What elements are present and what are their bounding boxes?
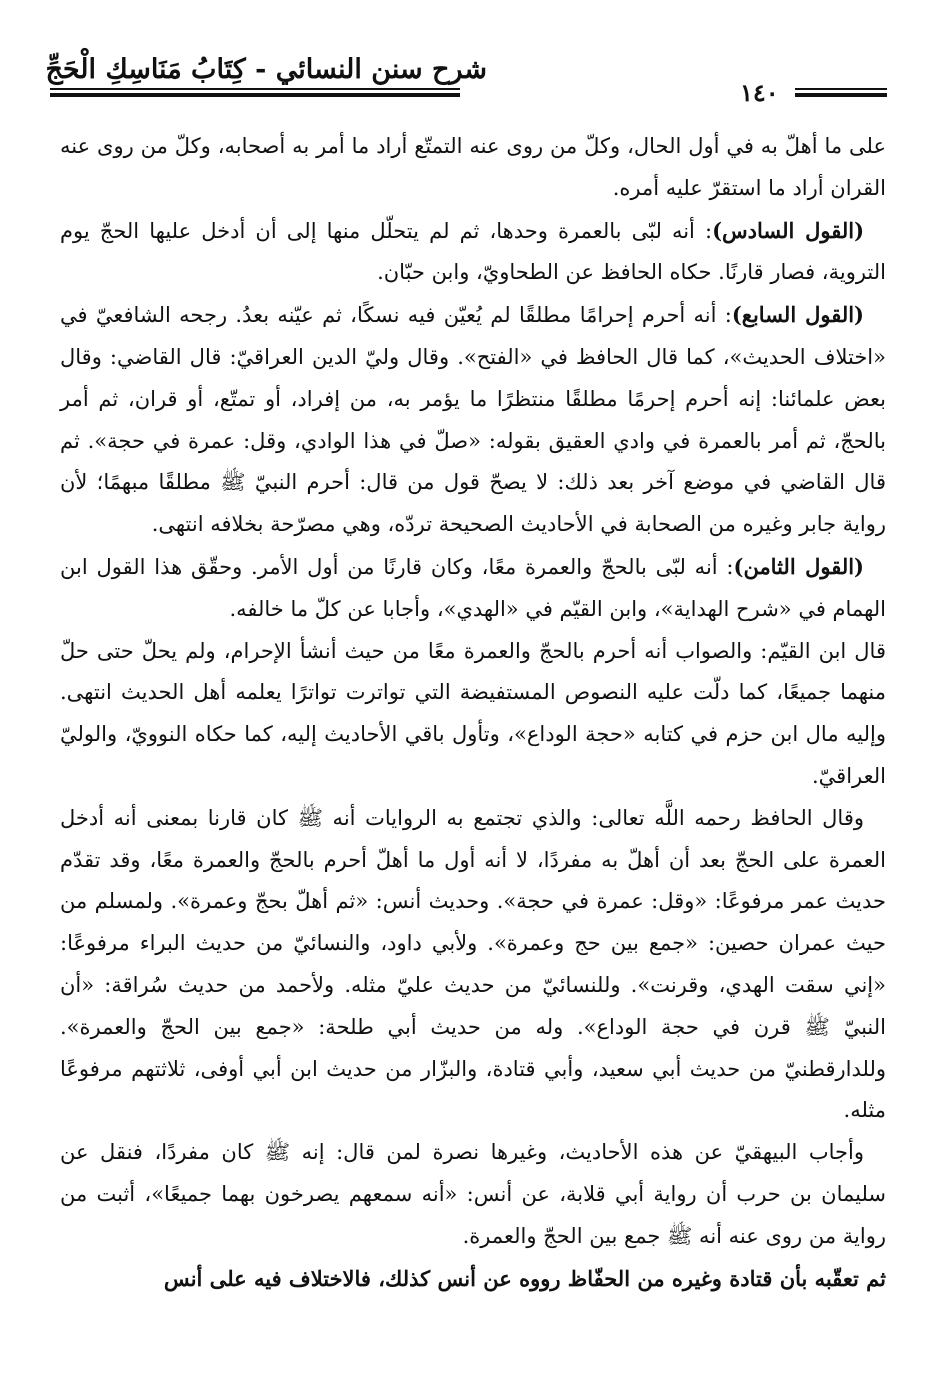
page-number-rule-thick	[795, 93, 887, 97]
paragraph-text: قال ابن القيّم: والصواب أنه أحرم بالحجّ والعمرة معًا من حيث أنشأ الإحرام، ولم يحلّ حتى حلّ منهما جميعًا، كما دلّت عليه النصوص المستفيضة التي تواترت تواترًا يعلمه أهل الحديث انتهى. وإليه مال ابن حزم في كتابه «حجة الوداع»، وتأول باقي الأحاديث إليه، كما حكاه النوويّ، والوليّ العراقيّ.	[60, 638, 886, 788]
paragraph-7	[60, 1132, 886, 1257]
paragraph-text: وقال الحافظ رحمه اللَّه تعالى: والذي تجتمع به الروايات أنه ﷺ كان قارنا بمعنى أنه أدخل العمرة على الحجّ بعد أن أهلّ به مفردًا، لا أنه أول ما أهلّ أحرم بالحجّ والعمرة معًا، وقد تقدّم حديث عمر مرفوعًا: «وقل: عمرة في حجة». وحديث أنس: «ثم أهلّ بحجّ وعمرة». ولمسلم من حيث عمران حصين: «جمع بين حج وعمرة». ولأبي داود، والنسائيّ من حديث البراء مرفوعًا: «إني سقت الهدي، وقرنت». وللنسائيّ من حديث عليّ مثله. ولأحمد من حديث سُراقة: «أن النبيّ ﷺ قرن في حجة الوداع». وله من حديث أبي طلحة: «جمع بين الحجّ والعمرة». وللدارقطنيّ من حديث أبي سعيد، وأبي قتادة، والبزّار من حديث ابن أبي أوفى، ثلاثتهم مرفوعًا مثله.	[60, 805, 886, 1123]
page-number-rule-thin	[795, 88, 887, 90]
running-title: شرح سنن النسائي - كِتَابُ مَنَاسِكِ الْحَجِّ	[45, 54, 487, 85]
paragraph-text: ثم تعقّبه بأن قتادة وغيره من الحفّاظ رووه عن أنس كذلك، فالاختلاف فيه على أنس	[163, 1265, 886, 1291]
paragraph-text: : أنه لبّى بالعمرة وحدها، ثم لم يتحلّل منها إلى أن أدخل عليها الحجّ يوم التروية، فصار قارنًا. حكاه الحافظ عن الطحاويّ، وابن حبّان.	[60, 218, 886, 285]
paragraph-text: : أنه أحرم إحرامًا مطلقًا لم يُعيّن فيه نسكًا، ثم عيّنه بعدُ. رجحه الشافعيّ في «اختلاف الحديث»، كما قال الحافظ في «الفتح». وقال وليّ الدين العراقيّ: قال القاضي: وقال بعض علمائنا: إنه أحرم إحرمًا مطلقًا منتظرًا ما يؤمر به، من إفراد، أو تمتّع، أو قران، ثم أمر بالحجّ، ثم أمر بالعمرة في وادي العقيق بقوله: «صلّ في هذا الوادي، وقل: عمرة في حجة». ثم قال القاضي في موضع آخر بعد ذلك: لا يصحّ قول من قال: أحرم النبيّ ﷺ مطلقًا مبهمًا؛ لأن رواية جابر وغيره من الصحابة في الأحاديث الصحيحة تردّه، وهي مصرّحة بخلافه انتهى.	[60, 303, 886, 537]
page-number: ١٤٠	[740, 78, 779, 107]
paragraph-lead: (القول الثامن)	[733, 553, 864, 579]
paragraph-6	[60, 798, 886, 1132]
paragraph-text: : أنه لبّى بالحجّ والعمرة معًا، وكان قارنًا من أول الأمر. وحقّق هذا القول ابن الهمام في «شرح الهداية»، وابن القيّم في «الهدي»، وأجابا عن كلّ ما خالفه.	[60, 554, 886, 621]
paragraph-5	[60, 631, 886, 798]
paragraph-2	[60, 210, 886, 295]
page-header	[0, 0, 942, 120]
header-rule-thin	[50, 88, 460, 90]
paragraph-3	[60, 294, 886, 546]
paragraph-1	[60, 126, 886, 210]
paragraph-lead: (القول السابع)	[731, 302, 864, 328]
paragraph-text: وأجاب البيهقيّ عن هذه الأحاديث، وغيرها نصرة لمن قال: إنه ﷺ كان مفردًا، فنقل عن سليمان بن حرب أن رواية أبي قلابة، عن أنس: «أنه سمعهم يصرخون بهما جميعًا»، أثبت من رواية من روى عنه أنه ﷺ جمع بين الحجّ والعمرة.	[60, 1140, 886, 1248]
paragraph-8	[60, 1258, 886, 1300]
paragraph-lead: (القول السادس)	[712, 217, 865, 243]
header-rule-thick	[50, 93, 460, 97]
page-body	[60, 126, 886, 1299]
paragraph-text: على ما أهلّ به في أول الحال، وكلّ من روى عنه التمتّع أراد ما أمر به أصحابه، وكلّ من روى عنه القران أراد ما استقرّ عليه أمره.	[60, 134, 886, 200]
paragraph-4	[60, 546, 886, 631]
